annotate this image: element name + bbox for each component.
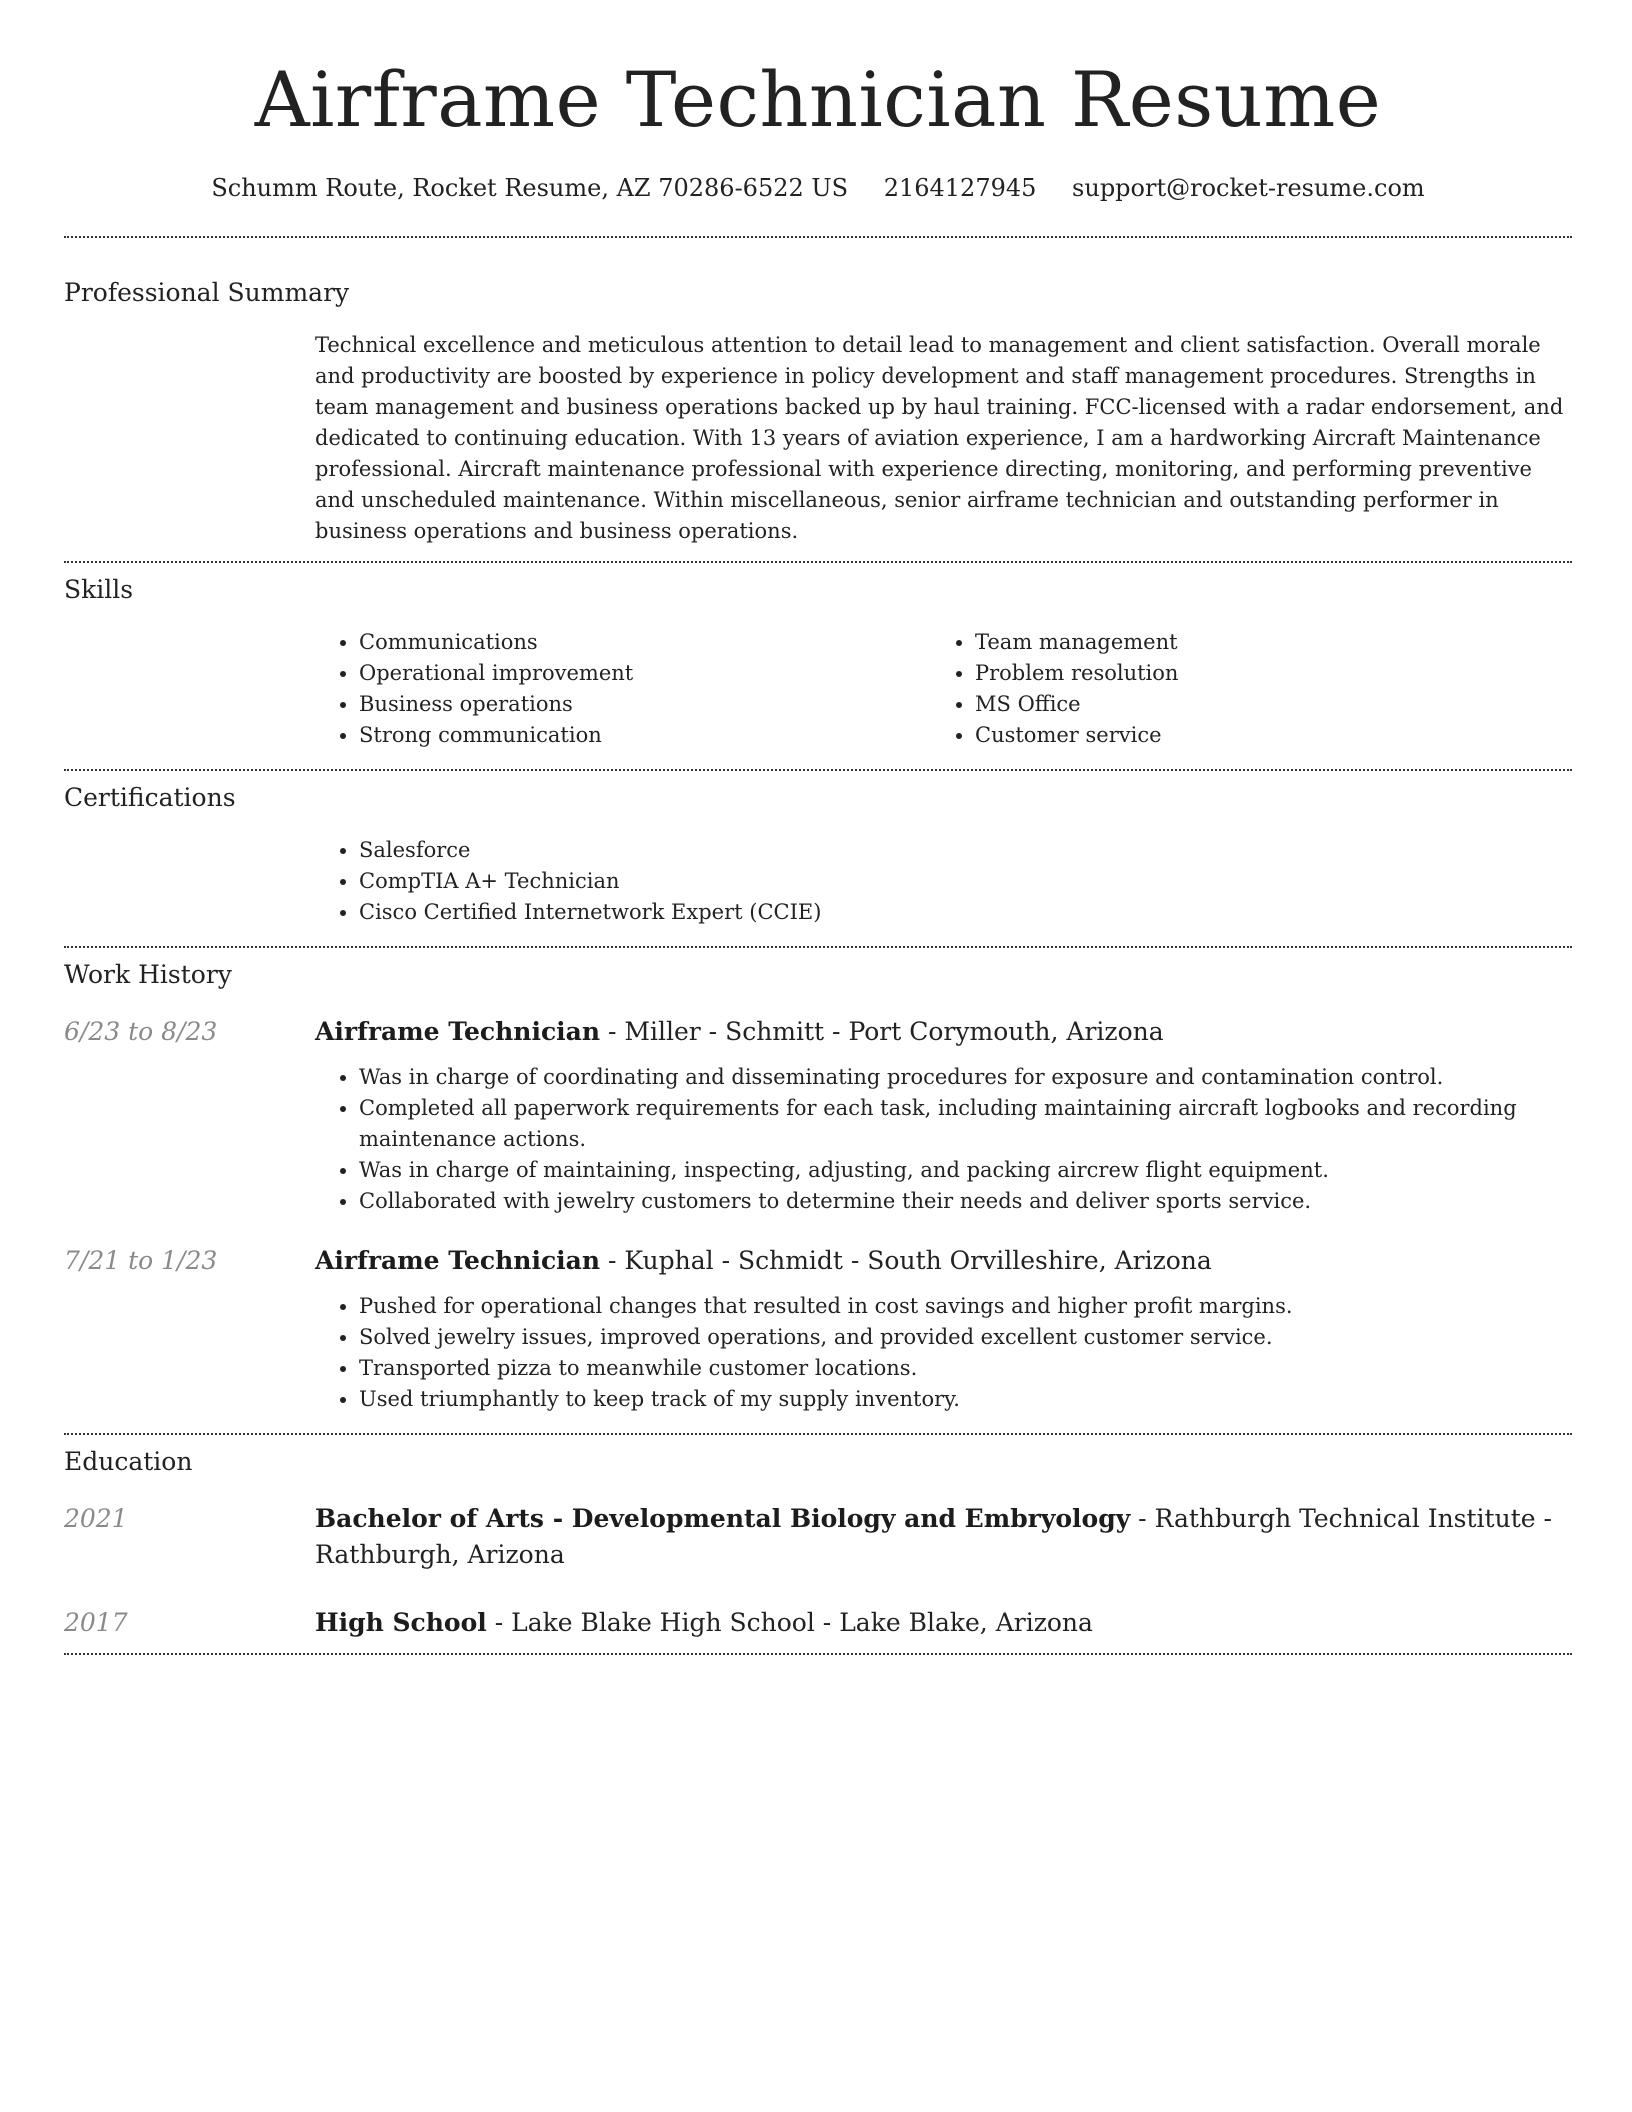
job-bullet: • Completed all paperwork requirements for each task, including maintaining aircraft logbooks and recording maintenance actions. [359, 1093, 1572, 1155]
education-entry [64, 1501, 1572, 1573]
job-entry [64, 1014, 1572, 1217]
skill-item: • Problem resolution [975, 658, 1547, 689]
job-entry [64, 1243, 1572, 1415]
contact-phone: 2164127945 [883, 174, 1037, 202]
section-title-work: Work History [64, 960, 232, 989]
job-details [315, 1243, 1572, 1415]
section-education [64, 1435, 1572, 1653]
education-school: - Lake Blake High School - Lake Blake, Arizona [486, 1608, 1093, 1637]
job-bullet: • Was in charge of coordinating and disseminating procedures for exposure and contamination control. [359, 1062, 1572, 1093]
skills-body [315, 627, 1572, 751]
skills-list-right [931, 627, 1547, 751]
job-employer: - Miller - Schmitt - Port Corymouth, Arizona [600, 1017, 1164, 1046]
job-bullet: • Pushed for operational changes that resulted in cost savings and higher profit margins. [359, 1291, 1572, 1322]
divider [64, 1653, 1572, 1655]
section-certifications [64, 771, 1572, 946]
job-bullet: • Transported pizza to meanwhile customer locations. [359, 1353, 1572, 1384]
certification-item: • CompTIA A+ Technician [359, 866, 1572, 897]
education-heading [315, 1605, 1572, 1641]
section-title-skills: Skills [64, 575, 134, 604]
resume-title: Airframe Technician Resume [254, 55, 1382, 144]
job-role: Airframe Technician [315, 1246, 601, 1275]
skill-item: • Communications [359, 627, 931, 658]
section-title-certifications: Certifications [64, 783, 236, 812]
job-bullets [315, 1291, 1572, 1415]
job-heading [315, 1014, 1572, 1050]
job-employer: - Kuphal - Schmidt - South Orvilleshire, Arizona [600, 1246, 1212, 1275]
skill-item: • Operational improvement [359, 658, 931, 689]
education-year: 2021 [64, 1504, 128, 1533]
contact-email: support@rocket-resume.com [1072, 174, 1425, 202]
certifications-body [315, 835, 1572, 928]
education-degree: High School [315, 1608, 487, 1637]
contact-address: Schumm Route, Rocket Resume, AZ 70286-6522 US [211, 174, 849, 202]
skill-item: • Team management [975, 627, 1547, 658]
skill-item: • MS Office [975, 689, 1547, 720]
job-bullet: • Solved jewelry issues, improved operations, and provided excellent customer service. [359, 1322, 1572, 1353]
certification-item: • Cisco Certified Internetwork Expert (CCIE) [359, 897, 1572, 928]
job-heading [315, 1243, 1572, 1279]
skills-list-left [315, 627, 931, 751]
education-year: 2017 [64, 1608, 128, 1637]
skill-item: • Business operations [359, 689, 931, 720]
education-details [315, 1605, 1572, 1641]
certification-item: • Salesforce [359, 835, 1572, 866]
job-bullet: • Was in charge of maintaining, inspecting, adjusting, and packing aircrew flight equipment. [359, 1155, 1572, 1186]
education-school: - Rathburgh Technical Institute - Rathburgh, Arizona [315, 1504, 1552, 1569]
section-title-education: Education [64, 1447, 193, 1476]
skill-item: • Customer service [975, 720, 1547, 751]
job-details [315, 1014, 1572, 1217]
section-skills [64, 563, 1572, 769]
job-role: Airframe Technician [315, 1017, 601, 1046]
job-dates: 7/21 to 1/23 [64, 1246, 218, 1275]
summary-text: Technical excellence and meticulous attention to detail lead to management and client satisfaction. Overall morale and productivity are boosted by experience in policy development and staff management procedures. Strengths in team management and business operations backed up by haul training. FCC-licensed with a radar endorsement, and dedicated to continuing education. With 13 years of aviation experience, I am a hardworking Aircraft Maintenance professional. Aircraft maintenance professional with experience directing, monitoring, and performing preventive and unscheduled maintenance. Within miscellaneous, senior airframe technician and outstanding performer in business operations and business operations. [315, 333, 1564, 543]
section-title-summary: Professional Summary [64, 278, 350, 307]
job-bullet: • Collaborated with jewelry customers to determine their needs and deliver sports service. [359, 1186, 1572, 1217]
job-bullet: • Used triumphantly to keep track of my supply inventory. [359, 1384, 1572, 1415]
job-dates: 6/23 to 8/23 [64, 1017, 218, 1046]
skill-item: • Strong communication [359, 720, 931, 751]
contact-line [64, 170, 1572, 206]
education-degree: Bachelor of Arts - Developmental Biology and Embryology [315, 1504, 1131, 1533]
education-details [315, 1501, 1572, 1573]
resume-page [64, 0, 1572, 1655]
summary-body [315, 330, 1572, 547]
job-bullets [315, 1062, 1572, 1217]
certifications-list [315, 835, 1572, 928]
education-entry [64, 1605, 1572, 1641]
section-summary [64, 238, 1572, 561]
education-heading [315, 1501, 1572, 1573]
section-work-history [64, 948, 1572, 1433]
skills-columns [315, 627, 1572, 751]
resume-header [64, 0, 1572, 206]
